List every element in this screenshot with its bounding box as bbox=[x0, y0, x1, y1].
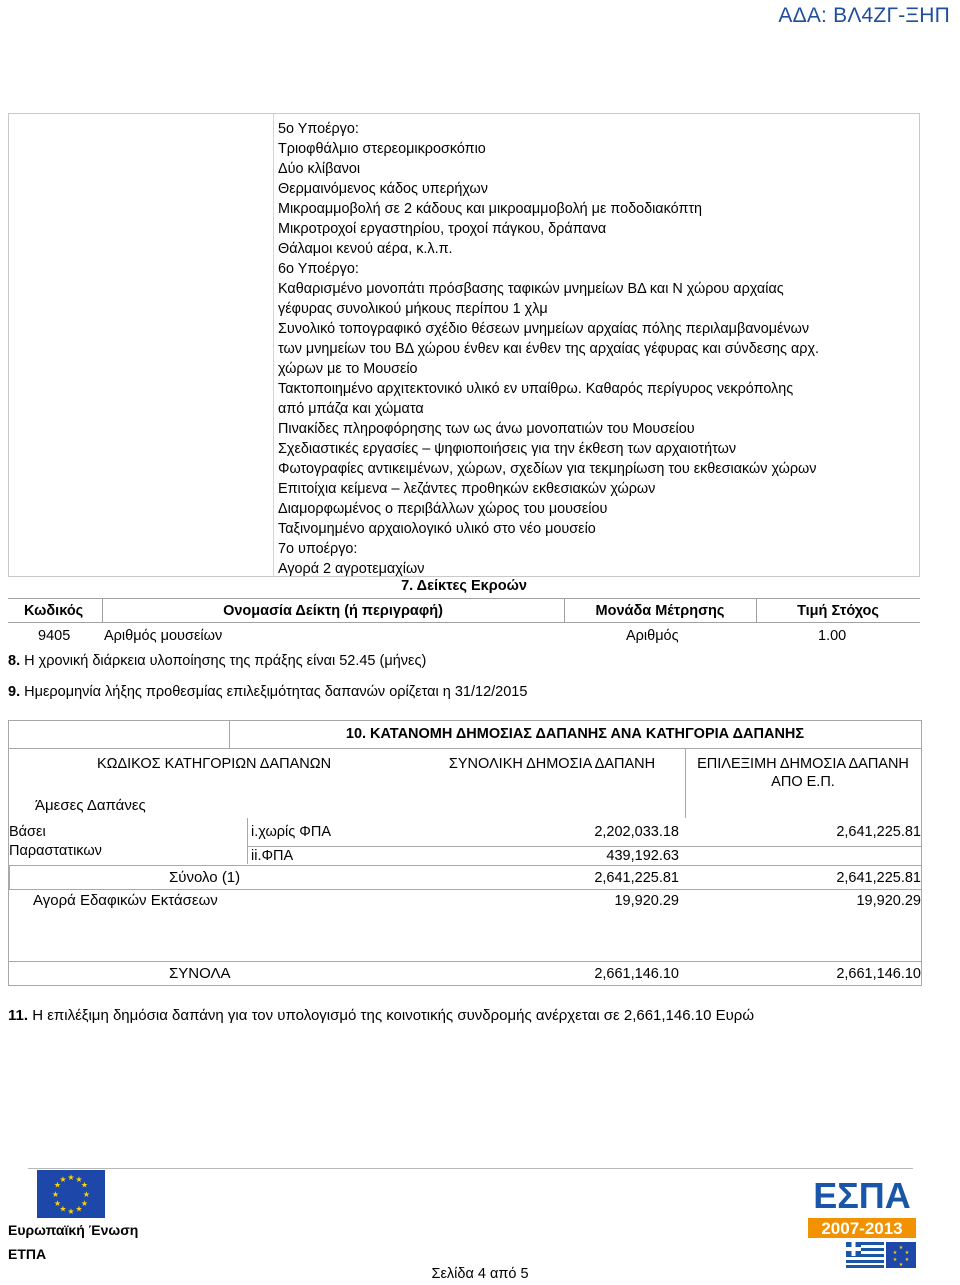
description-line: Θάλαμοι κενού αέρα, κ.λ.π. bbox=[278, 241, 453, 257]
svg-text:★: ★ bbox=[53, 1199, 62, 1208]
column-target: Τιμή Στόχος bbox=[797, 603, 879, 619]
description-line: Τριοφθάλμιο στερεομικροσκόπιο bbox=[278, 141, 486, 157]
sum-total: 2,641,225.81 bbox=[594, 870, 679, 886]
espa-years: 2007-2013 bbox=[821, 1219, 903, 1238]
outputs-heading: 7. Δείκτες Εκροών bbox=[401, 578, 527, 594]
finance-table bbox=[8, 720, 922, 986]
duration-statement bbox=[8, 650, 426, 672]
ada-code: ΑΔΑ: ΒΛ4ΖΓ-ΞΗΠ bbox=[778, 4, 950, 27]
grand-eligible: 2,661,146.10 bbox=[836, 966, 921, 982]
description-line: Συνολικό τοπογραφικό σχέδιο θέσεων μνημείων αρχαίας πόλης περιλαμβανομένων bbox=[278, 321, 810, 337]
section-number: 8. bbox=[8, 653, 21, 669]
description-line: Μικροτροχοί εργαστηρίου, τροχοί πάγκου, δράπανα bbox=[278, 221, 607, 237]
description-line: 5ο Υποέργο: bbox=[278, 121, 359, 137]
svg-text:★: ★ bbox=[898, 1245, 904, 1251]
eu-label: Ευρωπαϊκή Ένωση bbox=[8, 1222, 139, 1238]
section-number: 11. bbox=[8, 1007, 29, 1024]
eu-flag-icon bbox=[37, 1170, 105, 1218]
outputs-table-row bbox=[8, 624, 920, 646]
col-eligible-line1: ΕΠΙΛΕΞΙΜΗ ΔΗΜΟΣΙΑ ΔΑΠΑΝΗ bbox=[697, 756, 909, 772]
svg-text:★: ★ bbox=[51, 1190, 60, 1199]
column-code: Κωδικός bbox=[24, 603, 84, 619]
sub-b-total: 439,192.63 bbox=[606, 848, 679, 864]
description-line: Καθαρισμένο μονοπάτι πρόσβασης ταφικών μνημείων ΒΔ και Ν χώρου αρχαίας bbox=[278, 281, 784, 297]
svg-text:★: ★ bbox=[82, 1190, 91, 1199]
column-divider bbox=[9, 865, 10, 889]
col-eligible-line2: ΑΠΟ Ε.Π. bbox=[771, 774, 835, 790]
description-line: Διαμορφωμένος ο περιβάλλων χώρος του μουσείου bbox=[278, 501, 608, 517]
eligible-cost-statement bbox=[8, 1004, 754, 1028]
indicator-target: 1.00 bbox=[818, 628, 847, 644]
land-total: 19,920.29 bbox=[614, 893, 679, 909]
svg-text:★: ★ bbox=[898, 1262, 904, 1268]
direct-costs-label: Άμεσες Δαπάνες bbox=[35, 797, 146, 814]
description-line: Τακτοποιημένο αρχιτεκτονικό υλικό εν υπαίθρω. Καθαρός περίγυρος νεκρόπολης bbox=[278, 381, 794, 397]
espa-logo-icon bbox=[806, 1174, 918, 1270]
svg-text:★: ★ bbox=[59, 1175, 67, 1184]
indicator-name: Αριθμός μουσείων bbox=[104, 628, 223, 644]
column-unit: Μονάδα Μέτρησης bbox=[595, 603, 725, 619]
svg-text:★: ★ bbox=[75, 1175, 83, 1184]
description-line: Δύο κλίβανοι bbox=[278, 161, 361, 177]
description-line: 6ο Υποέργο: bbox=[278, 261, 359, 277]
sum-eligible: 2,641,225.81 bbox=[836, 870, 921, 886]
column-name: Ονομασία Δείκτη (ή περιγραφή) bbox=[223, 603, 443, 619]
row-divider bbox=[9, 961, 921, 962]
svg-text:★: ★ bbox=[53, 1180, 62, 1190]
col-total: ΣΥΝΟΛΙΚΗ ΔΗΜΟΣΙΑ ΔΑΠΑΝΗ bbox=[448, 756, 656, 772]
sub-a-total: 2,202,033.18 bbox=[594, 824, 679, 840]
description-lines bbox=[278, 119, 918, 579]
basis-label-2: Παραστατικων bbox=[9, 843, 102, 859]
erdf-label: ΕΤΠΑ bbox=[8, 1246, 47, 1262]
description-line: Επιτοίχια κείμενα – λεζάντες προθηκών εκθεσιακών χώρων bbox=[278, 481, 656, 497]
basis-label-1: Βάσει bbox=[9, 824, 46, 840]
sub-a-eligible: 2,641,225.81 bbox=[836, 824, 921, 840]
description-line: χώρων με το Μουσείο bbox=[278, 361, 418, 377]
row-divider bbox=[9, 865, 921, 866]
page-number: Σελίδα 4 από 5 bbox=[431, 1266, 529, 1282]
land-label: Αγορά Εδαφικών Εκτάσεων bbox=[33, 892, 218, 909]
svg-text:★: ★ bbox=[67, 1173, 75, 1182]
svg-text:★: ★ bbox=[904, 1257, 910, 1263]
description-box-left-cell bbox=[9, 114, 274, 576]
svg-text:★: ★ bbox=[80, 1199, 89, 1208]
grand-label: ΣΥΝΟΛΑ bbox=[169, 965, 231, 982]
description-line: των μνημείων του ΒΔ χώρου ένθεν και ένθεν της αρχαίας γέφυρας και σύνδεσης αρχ. bbox=[278, 341, 820, 357]
description-line: Φωτογραφίες αντικειμένων, χώρων, σχεδίων για τεκμηρίωση του εκθεσιακών χώρων bbox=[278, 461, 817, 477]
description-line: Ταξινομημένο αρχαιολογικό υλικό στο νέο μουσείο bbox=[278, 521, 596, 537]
indicator-unit: Αριθμός bbox=[626, 628, 679, 644]
description-line: Αγορά 2 αγροτεμαχίων bbox=[278, 561, 425, 577]
description-line: 7ο υποέργο: bbox=[278, 541, 358, 557]
land-eligible: 19,920.29 bbox=[856, 893, 921, 909]
description-line: Θερμαινόμενος κάδος υπερήχων bbox=[278, 181, 488, 197]
description-line: Πινακίδες πληροφόρησης των ως άνω μονοπατιών του Μουσείου bbox=[278, 421, 695, 437]
row-divider bbox=[9, 748, 921, 749]
outputs-table-header bbox=[8, 598, 920, 623]
row-divider bbox=[9, 889, 921, 890]
grand-total: 2,661,146.10 bbox=[594, 966, 679, 982]
section-number: 9. bbox=[8, 684, 21, 700]
indicator-code: 9405 bbox=[38, 628, 71, 644]
svg-text:★: ★ bbox=[892, 1250, 898, 1256]
svg-text:★: ★ bbox=[904, 1250, 910, 1256]
eligible-cost-text: Η επιλέξιμη δημόσια δαπάνη για τον υπολογισμό της κοινοτικής συνδρομής ανέρχεται σε 2,661,146.10 Ευρώ bbox=[28, 1007, 755, 1024]
sub-a-label: i.χωρίς ΦΠΑ bbox=[251, 824, 331, 840]
svg-text:★: ★ bbox=[892, 1257, 898, 1263]
description-line: Σχεδιαστικές εργασίες – ψηφιοποιήσεις για την έκθεση των αρχαιοτήτων bbox=[278, 441, 737, 457]
finance-title: 10. ΚΑΤΑΝΟΜΗ ΔΗΜΟΣΙΑΣ ΔΑΠΑΝΗΣ ΑΝΑ ΚΑΤΗΓΟΡΙΑ ΔΑΠΑΝΗΣ bbox=[345, 726, 805, 742]
column-divider bbox=[247, 818, 248, 864]
svg-text:★: ★ bbox=[75, 1204, 83, 1214]
svg-text:★: ★ bbox=[59, 1204, 67, 1214]
footer-divider bbox=[28, 1168, 913, 1169]
deadline-text: Ημερομηνία λήξης προθεσμίας επιλεξιμότητας δαπανών ορίζεται η 31/12/2015 bbox=[20, 684, 528, 700]
description-line: γέφυρας συνολικού μήκους περίπου 1 χλμ bbox=[278, 301, 548, 317]
sum-label: Σύνολο (1) bbox=[169, 869, 241, 886]
svg-text:★: ★ bbox=[80, 1180, 89, 1190]
deadline-statement bbox=[8, 681, 527, 703]
description-line: από μπάζα και χώματα bbox=[278, 401, 424, 417]
col-category: ΚΩΔΙΚΟΣ ΚΑΤΗΓΟΡΙΩΝ ΔΑΠΑΝΩΝ bbox=[96, 756, 332, 772]
svg-text:★: ★ bbox=[67, 1207, 75, 1216]
description-line: Μικροαμμοβολή σε 2 κάδους και μικροαμμοβολή με ποδοδιακόπτη bbox=[278, 201, 703, 217]
duration-text: Η χρονική διάρκεια υλοποίησης της πράξης είναι 52.45 (μήνες) bbox=[20, 653, 427, 669]
espa-wordmark: ΕΣΠΑ bbox=[813, 1175, 911, 1216]
sub-b-label: ii.ΦΠΑ bbox=[251, 848, 294, 864]
